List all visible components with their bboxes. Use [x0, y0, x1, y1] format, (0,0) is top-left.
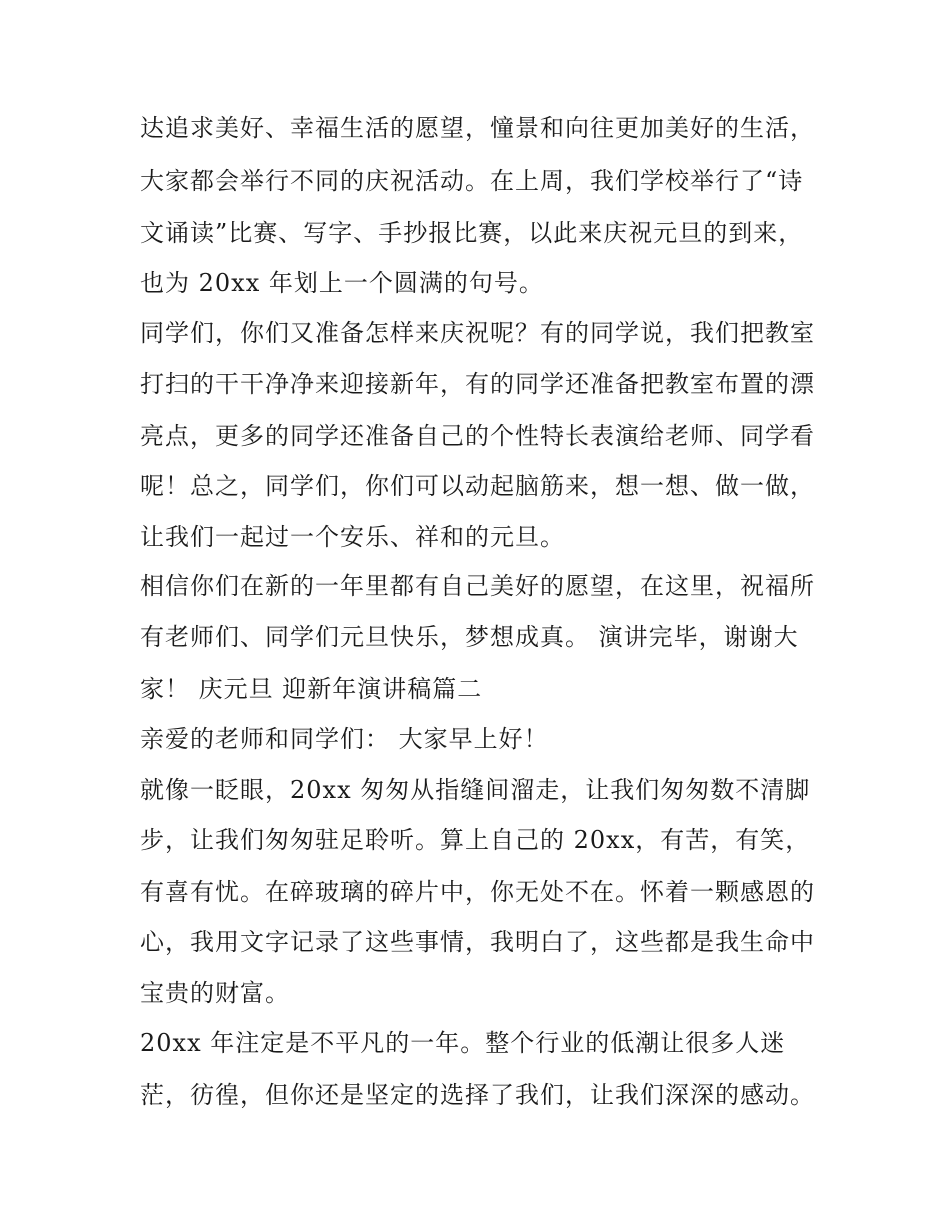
text-line: 步，让我们匆匆驻足聆听。算上自己的 20xx，有苦，有笑，: [140, 826, 811, 854]
text-line: 20xx 年注定是不平凡的一年。整个行业的低潮让很多人迷: [140, 1029, 786, 1057]
text-line: 达追求美好、幸福生活的愿望，憧景和向往更加美好的生活，: [140, 114, 815, 142]
text-line: 有喜有忧。在碎玻璃的碎片中，你无处不在。怀着一颗感恩的: [140, 878, 815, 906]
text-line: 同学们，你们又准备怎样来庆祝呢？有的同学说，我们把教室: [140, 319, 815, 347]
text-line: 打扫的干干净净来迎接新年，有的同学还准备把教室布置的漂: [140, 370, 815, 398]
text-line: 就像一眨眼，20xx 匆匆从指缝间溜走，让我们匆匆数不清脚: [140, 776, 811, 804]
text-line: 相信你们在新的一年里都有自己美好的愿望，在这里，祝福所: [140, 572, 815, 600]
text-line: 家！ 庆元旦 迎新年演讲稿篇二: [140, 675, 483, 703]
text-line: 心，我用文字记录了这些事情，我明白了，这些都是我生命中: [140, 928, 815, 956]
text-line: 呢！总之，同学们，你们可以动起脑筋来，想一想、做一做，: [140, 472, 815, 500]
text-line: 有老师们、同学们元旦快乐，梦想成真。 演讲完毕，谢谢大: [140, 623, 799, 651]
text-line: 大家都会举行不同的庆祝活动。在上周，我们学校举行了“诗: [140, 167, 804, 195]
text-line: 亮点，更多的同学还准备自己的个性特长表演给老师、同学看: [140, 422, 815, 450]
text-line: 亲爱的老师和同学们： 大家早上好！: [140, 725, 549, 753]
text-line: 宝贵的财富。: [140, 979, 290, 1007]
text-line: 让我们一起过一个安乐、祥和的元旦。: [140, 523, 565, 551]
text-line: 也为 20xx 年划上一个圆满的句号。: [140, 269, 544, 297]
text-line: 文诵读”比赛、写字、手抄报比赛，以此来庆祝元旦的到来，: [140, 219, 804, 247]
text-line: 茫，彷徨，但你还是坚定的选择了我们，让我们深深的感动。: [140, 1081, 815, 1109]
